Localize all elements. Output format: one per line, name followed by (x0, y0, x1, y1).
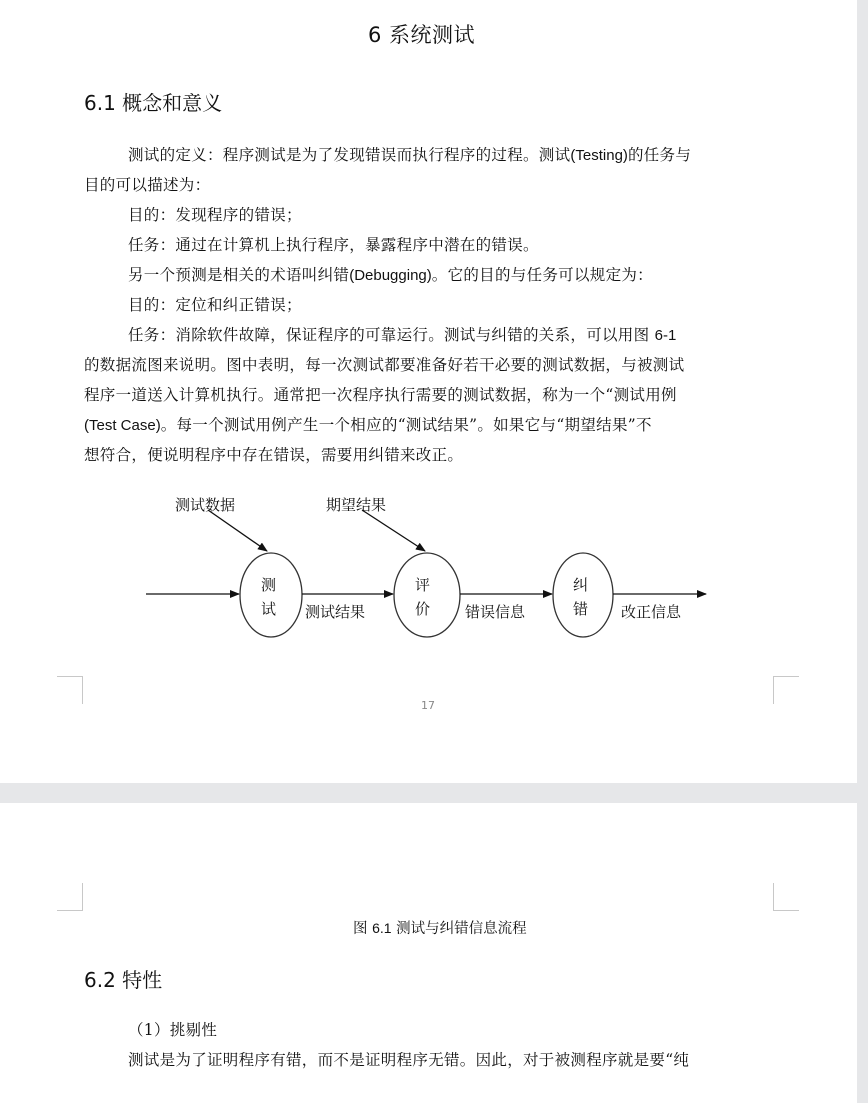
text: 任务：消除软件故障，保证程序的可靠运行。测试与纠错的关系，可以用图 (128, 326, 655, 344)
margin-corner-mark (773, 676, 799, 704)
text: 的任务与 (627, 146, 692, 164)
text: 图 (353, 921, 373, 937)
subsection-title: （1）挑剔性 (128, 1021, 218, 1039)
margin-corner-mark (57, 676, 83, 704)
paragraph-line: 测试是为了证明程序有错，而不是证明程序无错。因此，对于被测程序就是要“纯 (128, 1051, 690, 1069)
text: 。它的目的与任务可以规定为： (431, 266, 653, 284)
paragraph-debug-task-line3: 程序一道送入计算机执行。通常把一次程序执行需要的测试数据，称为一个“测试用例 (84, 386, 677, 404)
edge-label-correction-info: 改正信息 (621, 603, 682, 621)
edge-label-test-result: 测试结果 (305, 603, 366, 621)
figure-caption (353, 917, 527, 938)
text: 另一个预测是相关的术语叫纠错 (128, 266, 350, 284)
text-latin: (Debugging) (349, 267, 432, 284)
node-debug-line1: 纠 (573, 576, 589, 594)
paragraph-debug-task-line2: 的数据流图来说明。图中表明，每一次测试都要准备好若干必要的测试数据，与被测试 (84, 356, 685, 374)
margin-corner-mark (773, 883, 799, 911)
text: 。每一个测试用例产生一个相应的“测试结果”。如果它与“期望结果”不 (160, 416, 652, 434)
text-latin: (Testing) (570, 147, 628, 164)
node-test-line1: 测 (261, 576, 277, 594)
text-latin: (Test Case) (84, 417, 161, 434)
section-title-6-2: 6.2 特性 (84, 968, 163, 992)
text: 测试与纠错信息流程 (391, 921, 527, 937)
section-title-6-1: 6.1 概念和意义 (84, 91, 223, 115)
document-page-18 (0, 803, 857, 1103)
margin-corner-mark (57, 883, 83, 911)
paragraph-debug-goal: 目的：定位和纠正错误； (128, 296, 302, 314)
text-latin: 6.1 (372, 920, 392, 936)
input-label-expected-result: 期望结果 (326, 496, 387, 514)
node-evaluate-line2: 价 (415, 600, 431, 618)
node-debug-line2: 错 (573, 600, 589, 618)
paragraph-task: 任务：通过在计算机上执行程序，暴露程序中潜在的错误。 (128, 236, 539, 254)
text-latin: 6-1 (654, 327, 677, 344)
edge-label-error-info: 错误信息 (465, 603, 526, 621)
page-number: 17 (421, 699, 435, 712)
input-label-test-data: 测试数据 (175, 496, 236, 514)
text: 测试的定义：程序测试是为了发现错误而执行程序的过程。测试 (128, 146, 571, 164)
paragraph-debug-task-line5: 想符合，便说明程序中存在错误，需要用纠错来改正。 (84, 446, 464, 464)
chapter-title: 6 系统测试 (368, 23, 476, 47)
paragraph-goal: 目的：发现程序的错误； (128, 206, 302, 224)
paragraph-definition-line2: 目的可以描述为： (84, 176, 211, 194)
node-test-line2: 试 (261, 600, 277, 618)
node-evaluate-line1: 评 (415, 576, 431, 594)
